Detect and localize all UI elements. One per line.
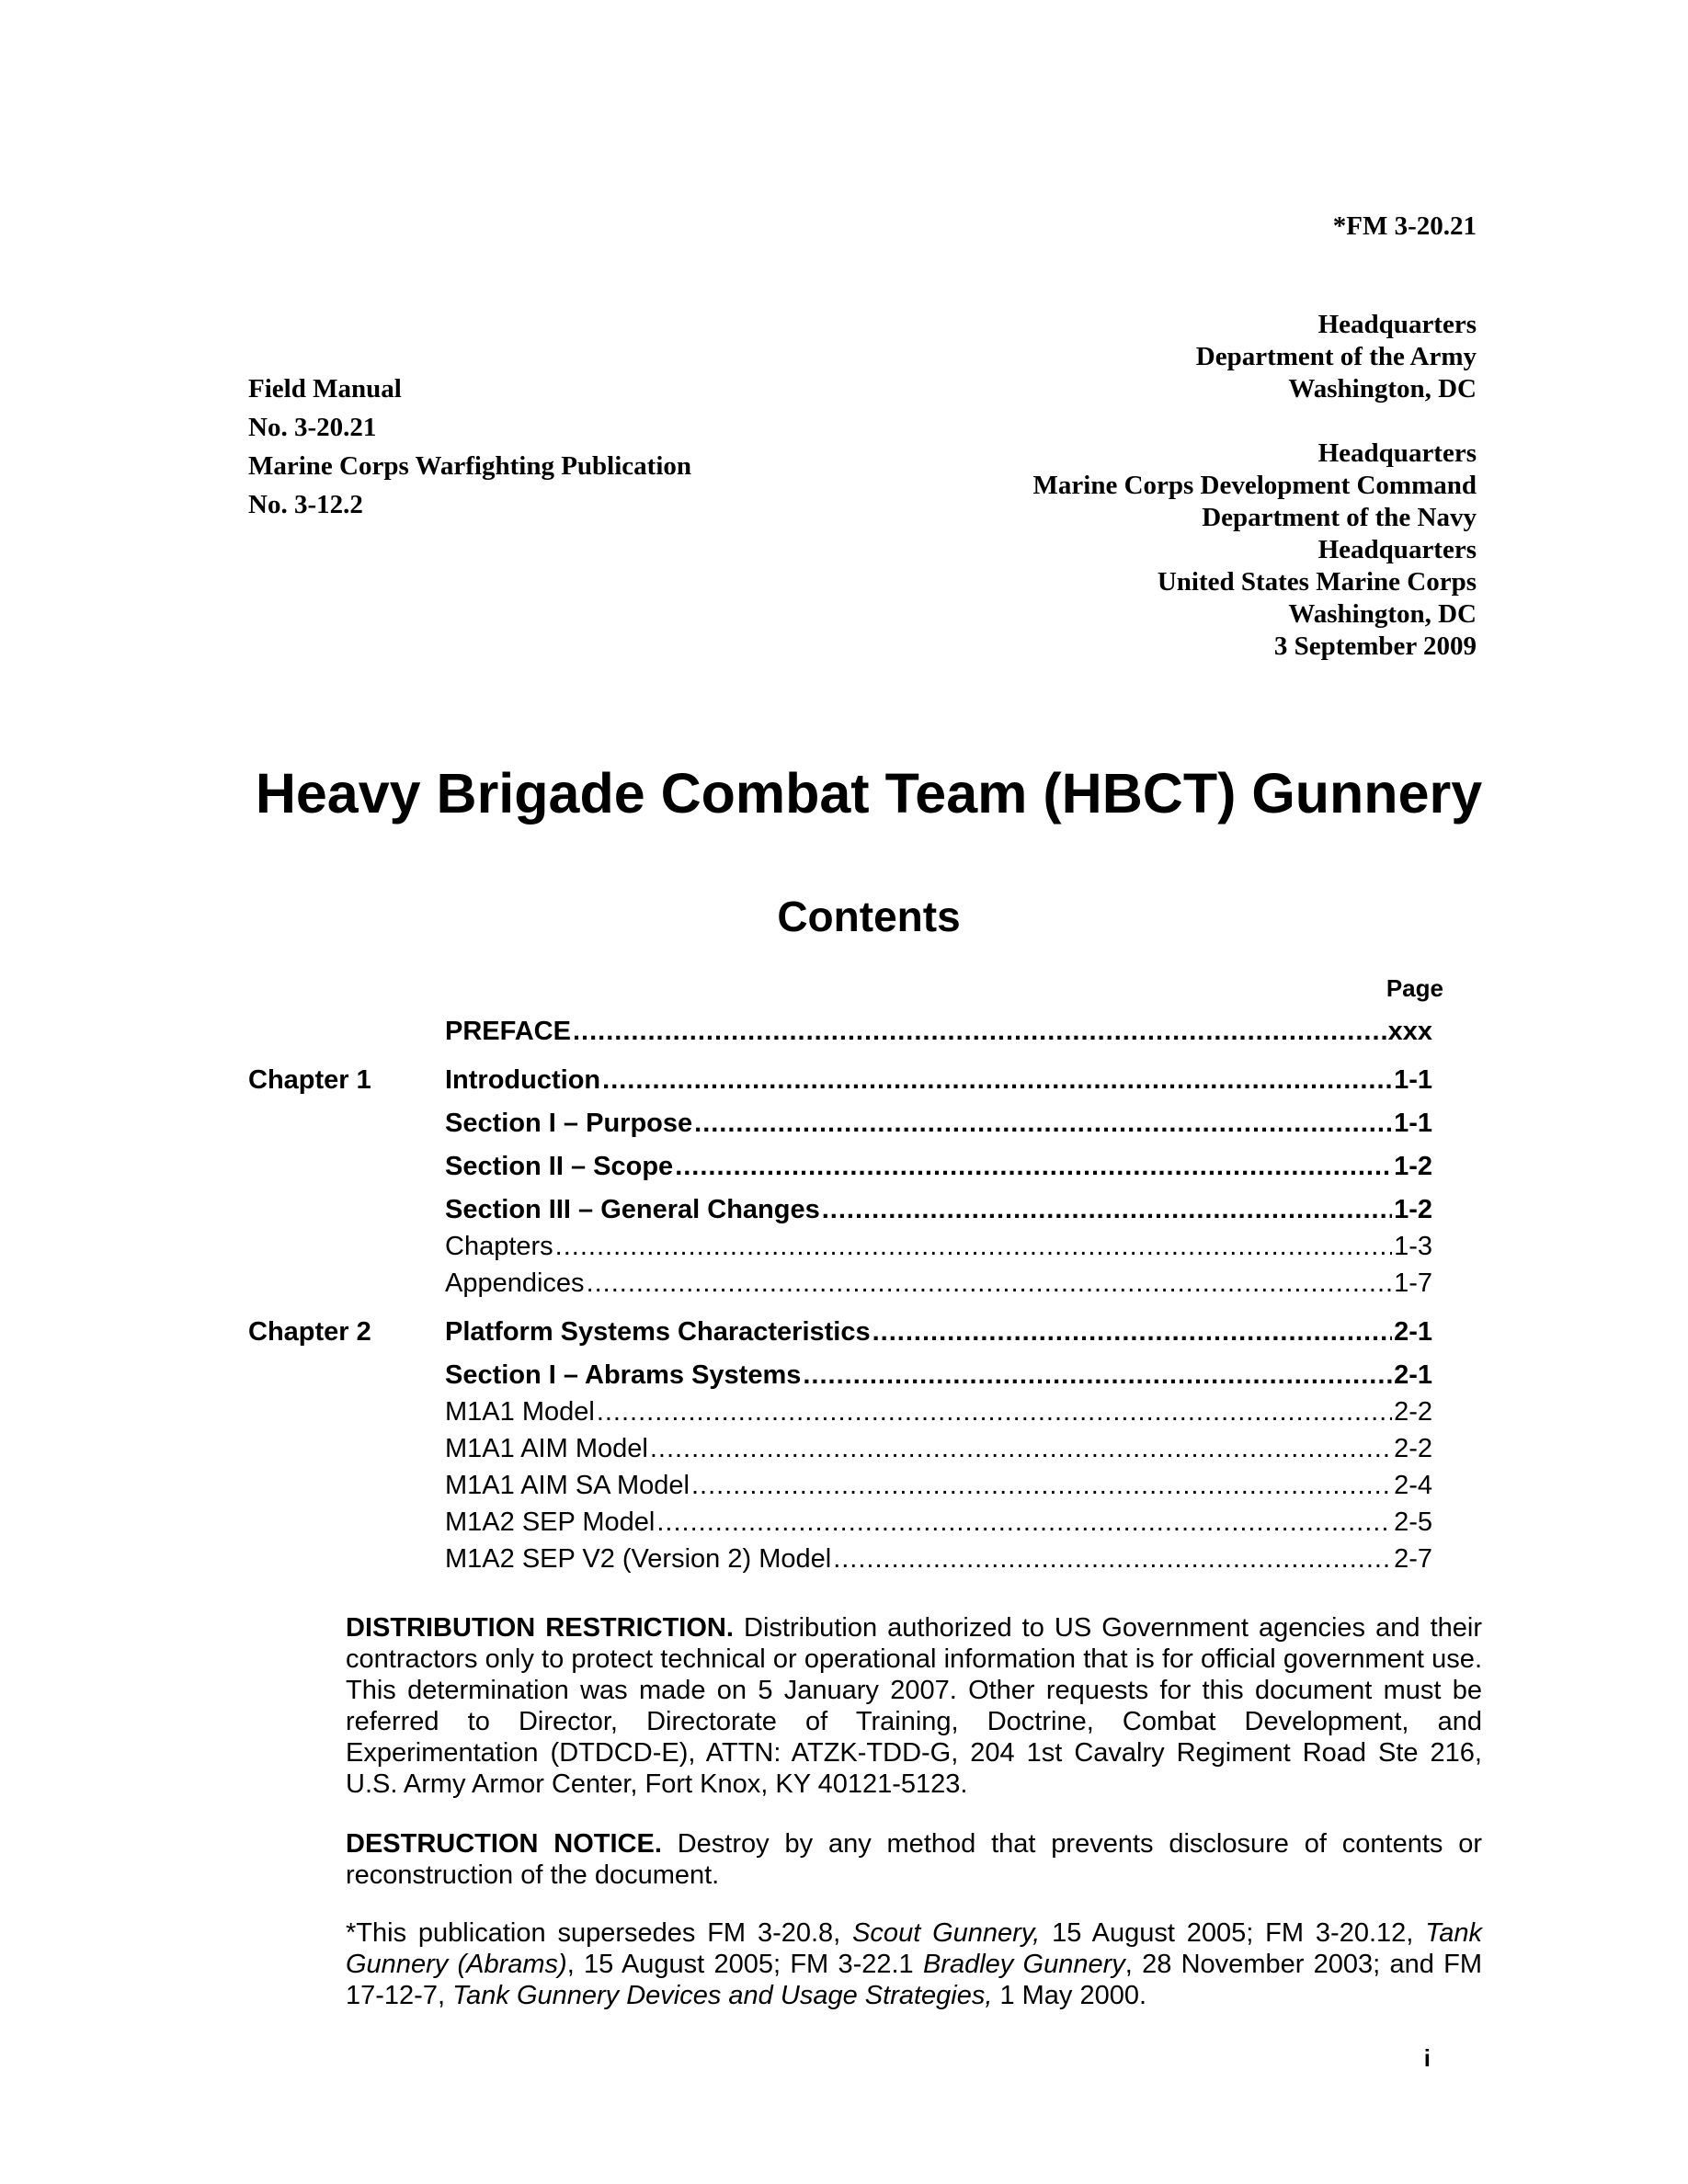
toc-dot-leader	[691, 1471, 1392, 1501]
publication-id-line: Field Manual	[248, 374, 402, 404]
toc-dot-leader	[656, 1507, 1392, 1538]
toc-page-number: 2-2	[1394, 1397, 1432, 1427]
usmc-hq-line: Marine Corps Development Command	[1032, 471, 1477, 500]
toc-entry-title: Appendices	[445, 1268, 585, 1298]
toc-entry-title: Chapters	[445, 1232, 553, 1261]
usmc-hq-line: United States Marine Corps	[1157, 567, 1477, 597]
toc-entry[interactable]	[248, 1152, 1432, 1185]
toc-entry-title: Section I – Abrams Systems	[445, 1360, 802, 1390]
toc-entry[interactable]	[248, 1109, 1432, 1142]
supersedes-text: *This publication supersedes FM 3-20.8,	[346, 1918, 853, 1948]
toc-page-number: xxx	[1387, 1017, 1432, 1046]
toc-dot-leader	[597, 1397, 1392, 1428]
toc-dot-leader	[602, 1065, 1392, 1096]
toc-dot-leader	[675, 1152, 1392, 1182]
publication-id-line: No. 3-20.21	[248, 413, 377, 442]
publication-date: 3 September 2009	[1273, 631, 1477, 661]
contents-heading: Contents	[777, 893, 961, 940]
toc-dot-leader	[803, 1360, 1392, 1391]
toc-entry[interactable]	[248, 1268, 1432, 1302]
usmc-hq-line: Headquarters	[1317, 535, 1477, 564]
publication-identifiers	[248, 370, 691, 524]
toc-entry-title: M1A1 Model	[445, 1397, 595, 1427]
destruction-notice-text: Destroy by any method that prevents disclosure of contents or reconstruction of the document.	[346, 1829, 1482, 1890]
toc-dot-leader	[822, 1195, 1392, 1225]
toc-entry-title: Section III – General Changes	[445, 1195, 820, 1224]
toc-dot-leader	[694, 1109, 1392, 1139]
toc-page-number: 2-2	[1394, 1434, 1432, 1463]
toc-entry-title: Platform Systems Characteristics	[445, 1317, 871, 1347]
toc-page-number: 1-7	[1394, 1268, 1432, 1298]
usmc-hq-line: Department of the Navy	[1202, 503, 1477, 532]
superseded-title: Bradley Gunnery	[922, 1950, 1125, 1979]
supersedes-text: 15 August 2005; FM 3-20.12,	[1040, 1918, 1426, 1948]
document-title: Heavy Brigade Combat Team (HBCT) Gunnery	[255, 762, 1483, 825]
supersedes-text: , 28 November 2003; and FM 17-12-7,	[346, 1950, 1482, 2010]
toc-entry-title: M1A2 SEP Model	[445, 1507, 656, 1537]
toc-page-number: 2-4	[1394, 1471, 1432, 1500]
issuing-headquarters	[1033, 309, 1477, 663]
supersedes-text: 1 May 2000.	[992, 1981, 1147, 2010]
toc-chapter-label: Chapter 1	[248, 1065, 371, 1095]
toc-page-number: 1-3	[1394, 1232, 1432, 1261]
army-hq-line: Department of the Army	[1195, 342, 1477, 371]
toc-page-number: 1-2	[1394, 1195, 1432, 1224]
toc-page-number: 2-1	[1394, 1360, 1432, 1390]
toc-entry-title: Section II – Scope	[445, 1152, 674, 1181]
army-hq-line: Washington, DC	[1288, 374, 1477, 404]
toc-dot-leader	[873, 1317, 1392, 1348]
toc-entry[interactable]	[248, 1434, 1432, 1467]
destruction-notice-label: DESTRUCTION NOTICE.	[346, 1829, 662, 1859]
usmc-hq-line: Headquarters	[1317, 438, 1477, 468]
toc-entry-title: M1A2 SEP V2 (Version 2) Model	[445, 1544, 832, 1574]
toc-dot-leader	[650, 1434, 1392, 1464]
hq-spacer	[1033, 405, 1477, 438]
toc-entry[interactable]	[248, 1360, 1432, 1393]
superseded-title: Scout Gunnery,	[852, 1918, 1041, 1948]
document-number: *FM 3-20.21	[1332, 211, 1477, 241]
toc-page-number: 1-1	[1394, 1065, 1432, 1095]
toc-entry[interactable]	[248, 1507, 1432, 1541]
toc-page-number: 1-2	[1394, 1152, 1432, 1181]
usmc-hq-line: Washington, DC	[1288, 599, 1477, 629]
toc-page-number: 1-1	[1394, 1109, 1432, 1138]
army-hq-line: Headquarters	[1317, 310, 1477, 339]
supersedes-note	[346, 1917, 1482, 2011]
publication-id-line: No. 3-12.2	[248, 490, 363, 519]
toc-dot-leader	[833, 1544, 1392, 1575]
toc-entry-title: PREFACE	[445, 1017, 571, 1046]
supersedes-text: , 15 August 2005; FM 3-22.1	[566, 1950, 923, 1979]
page-column-label: Page	[1386, 974, 1443, 1002]
toc-entry[interactable]	[248, 1317, 1432, 1350]
toc-entry[interactable]	[248, 1397, 1432, 1430]
destruction-notice	[346, 1828, 1482, 1891]
toc-entry-title: M1A1 AIM Model	[445, 1434, 648, 1463]
toc-entry[interactable]	[248, 1065, 1432, 1098]
distribution-restriction-label: DISTRIBUTION RESTRICTION.	[346, 1613, 734, 1643]
toc-entry[interactable]	[248, 1232, 1432, 1265]
toc-page-number: 2-5	[1394, 1507, 1432, 1537]
superseded-title: Tank Gunnery Devices and Usage Strategies,	[452, 1981, 993, 2010]
toc-entry-title: Introduction	[445, 1065, 601, 1095]
toc-dot-leader	[573, 1017, 1386, 1047]
toc-entry[interactable]	[248, 1471, 1432, 1504]
toc-entry[interactable]	[248, 1017, 1432, 1050]
toc-dot-leader	[555, 1232, 1392, 1262]
page-number: i	[1423, 2044, 1431, 2072]
toc-chapter-label: Chapter 2	[248, 1317, 371, 1347]
toc-entry-title: Section I – Purpose	[445, 1109, 693, 1138]
distribution-restriction-text: Distribution authorized to US Government agencies and their contractors only to protect technical or operational information that is for official government use. This determination was made on 5 January 2007. Other requests for this document must be referred to Director, Directorate of Training, Doctrine, Combat Development, and Experimentation (DTDCD-E), ATTN: ATZK-TDD-G, 204 1st Cavalry Regiment Road Ste 216, U.S. Army Armor Center, Fort Knox, KY 40121-5123.	[346, 1613, 1483, 1799]
toc-dot-leader	[587, 1268, 1393, 1299]
distribution-restriction	[346, 1612, 1482, 1800]
publication-id-line: Marine Corps Warfighting Publication	[248, 451, 692, 481]
toc-entry[interactable]	[248, 1544, 1432, 1577]
toc-page-number: 2-7	[1394, 1544, 1432, 1574]
toc-entry[interactable]	[248, 1195, 1432, 1228]
superseded-title: Tank Gunnery (Abrams)	[346, 1918, 1482, 1979]
toc-entry-title: M1A1 AIM SA Model	[445, 1471, 690, 1500]
toc-page-number: 2-1	[1394, 1317, 1432, 1347]
